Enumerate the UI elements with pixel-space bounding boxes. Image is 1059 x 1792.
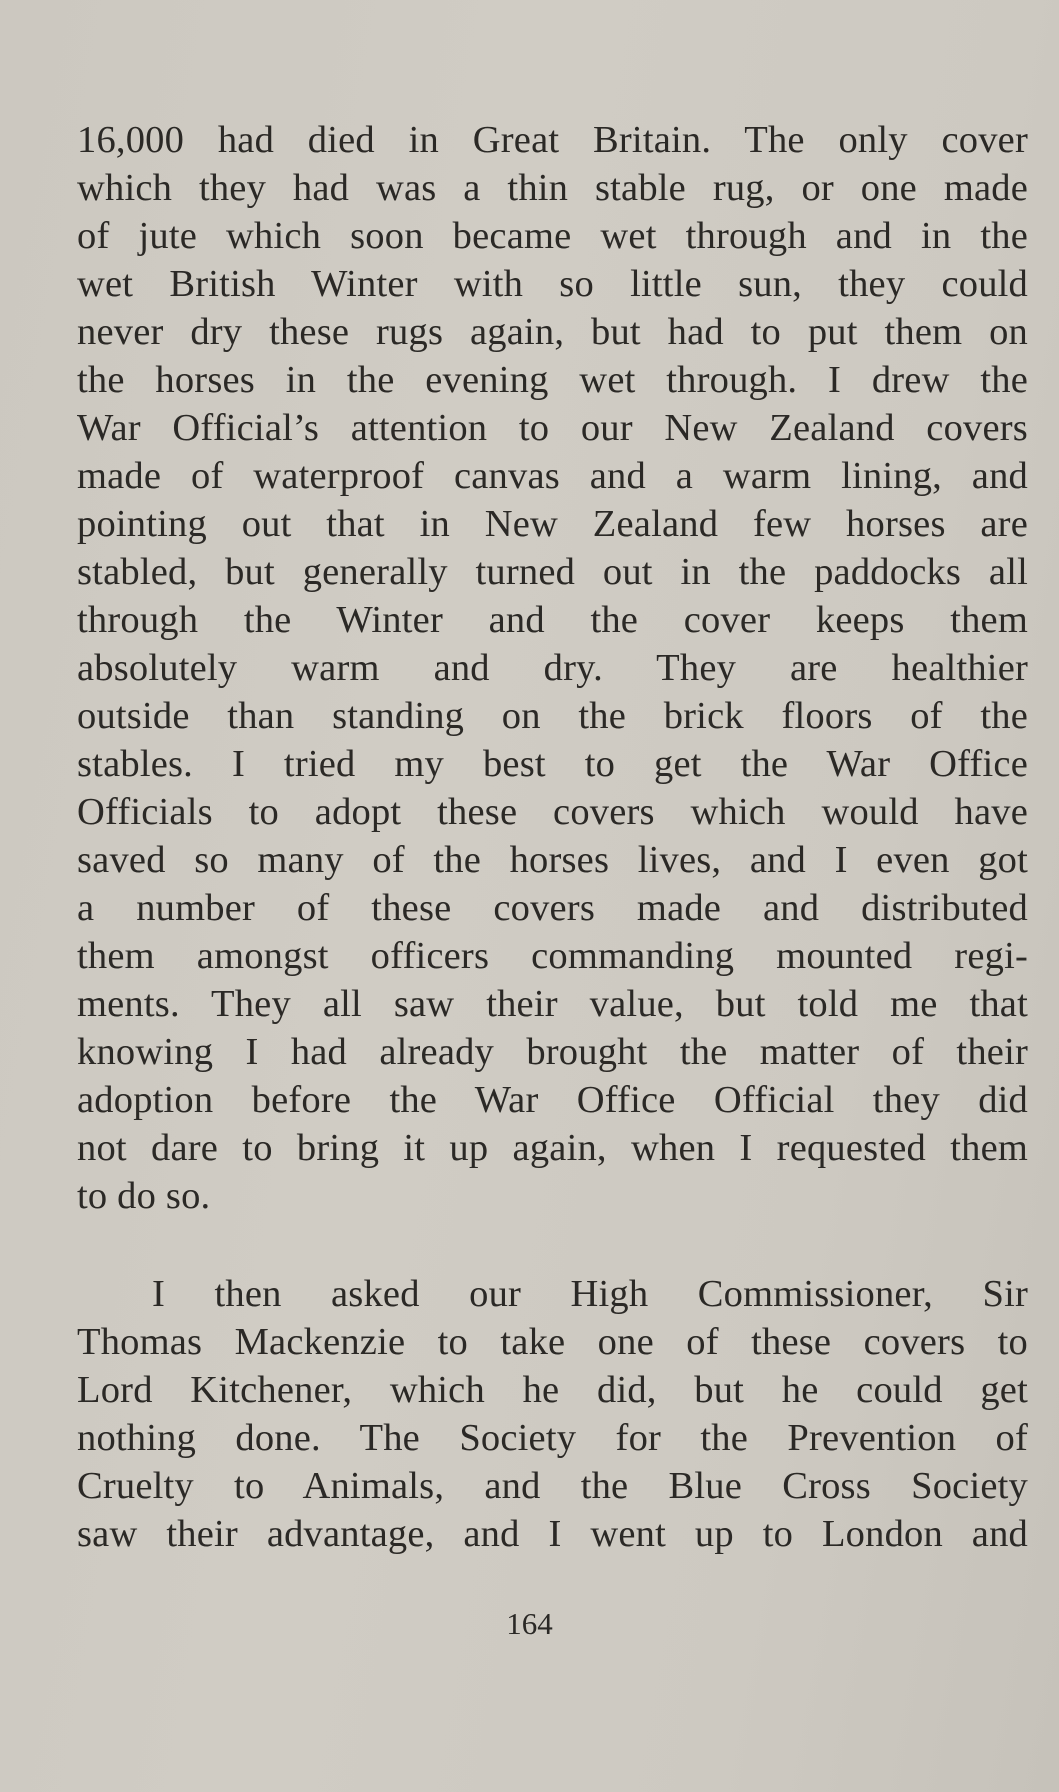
page-number: 164 [506,1606,553,1641]
text-line: stables. I tried my best to get the War Office [77,743,1028,785]
text-line: a number of these covers made and distributed [77,887,1028,929]
text-line: Officials to adopt these covers which would have [77,791,1028,833]
text-line: pointing out that in New Zealand few horses are [77,503,1028,545]
text-line: never dry these rugs again, but had to put them on [77,311,1028,353]
text-line: through the Winter and the cover keeps them [77,599,1028,641]
text-line: I then asked our High Commissioner, Sir [152,1273,1028,1315]
text-line: to do so. [77,1175,211,1217]
text-line: of jute which soon became wet through and in the [77,215,1028,257]
text-line: War Official’s attention to our New Zealand covers [77,407,1028,449]
text-line: 16,000 had died in Great Britain. The only cover [77,119,1028,161]
text-line: the horses in the evening wet through. I drew the [77,359,1028,401]
text-line: Lord Kitchener, which he did, but he could get [77,1369,1028,1411]
text-line: which they had was a thin stable rug, or one made [77,167,1028,209]
text-line: adoption before the War Office Official they did [77,1079,1028,1121]
text-line: absolutely warm and dry. They are healthier [77,647,1028,689]
text-line: Thomas Mackenzie to take one of these covers to [77,1321,1028,1363]
text-line: wet British Winter with so little sun, they could [77,263,1028,305]
text-line: not dare to bring it up again, when I requested them [77,1127,1028,1169]
text-line: nothing done. The Society for the Prevention of [77,1417,1028,1459]
text-line: outside than standing on the brick floors of the [77,695,1028,737]
text-line: them amongst officers commanding mounted regi- [77,935,1028,977]
text-line: stabled, but generally turned out in the paddocks all [77,551,1028,593]
text-line: made of waterproof canvas and a warm lining, and [77,455,1028,497]
text-line: saved so many of the horses lives, and I even got [77,839,1028,881]
text-line: saw their advantage, and I went up to London and [77,1513,1028,1555]
text-line: knowing I had already brought the matter of their [77,1031,1028,1073]
text-line: Cruelty to Animals, and the Blue Cross Society [77,1465,1028,1507]
text-line: ments. They all saw their value, but told me that [77,983,1028,1025]
